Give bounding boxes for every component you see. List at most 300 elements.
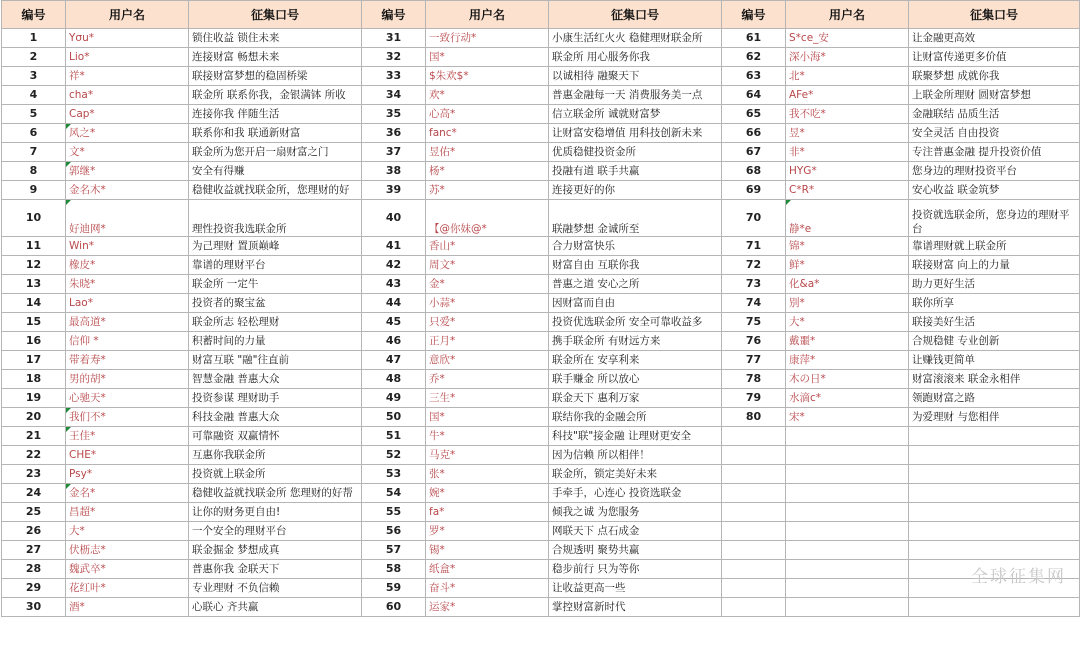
entry-username: 小蒜* [426, 294, 549, 313]
table-row [2, 598, 1080, 617]
entry-number: 57 [362, 541, 426, 560]
entry-number: 75 [722, 313, 786, 332]
header-username: 用户名 [426, 1, 549, 29]
entry-username: 乔* [426, 370, 549, 389]
entry-number: 13 [2, 275, 66, 294]
entry-slogan [909, 484, 1080, 503]
table-row [2, 181, 1080, 200]
entry-slogan: 科技金融 普惠大众 [189, 408, 362, 427]
entry-slogan: 领跑财富之路 [909, 389, 1080, 408]
table-row [2, 29, 1080, 48]
table-row [2, 560, 1080, 579]
entry-slogan: 联接财富 向上的力量 [909, 256, 1080, 275]
entry-username: fanc* [426, 124, 549, 143]
entry-slogan: 因财富而自由 [549, 294, 722, 313]
entry-number: 74 [722, 294, 786, 313]
entry-number [722, 522, 786, 541]
entry-number: 30 [2, 598, 66, 617]
entry-slogan: 合规透明 聚势共赢 [549, 541, 722, 560]
entry-slogan: 手牵手，心连心 投资选联金 [549, 484, 722, 503]
entry-number: 28 [2, 560, 66, 579]
entry-username: 王佳* [66, 427, 189, 446]
entry-number: 49 [362, 389, 426, 408]
entry-number [722, 598, 786, 617]
table-row [2, 105, 1080, 124]
entry-number: 40 [362, 200, 426, 237]
header-slogan: 征集口号 [189, 1, 362, 29]
entry-slogan [909, 522, 1080, 541]
entry-username: 静*e [786, 200, 909, 237]
entry-number: 37 [362, 143, 426, 162]
entry-username: 金* [426, 275, 549, 294]
entry-username: Yσu* [66, 29, 189, 48]
entry-slogan: 普惠金融每一天 消费服务美一点 [549, 86, 722, 105]
entry-number: 44 [362, 294, 426, 313]
entry-slogan: 普惠你我 金联天下 [189, 560, 362, 579]
entry-number: 43 [362, 275, 426, 294]
table-row [2, 143, 1080, 162]
entry-slogan: 积蓄时间的力量 [189, 332, 362, 351]
entry-slogan: 联接美好生活 [909, 313, 1080, 332]
table-row [2, 579, 1080, 598]
entry-username: Cap* [66, 105, 189, 124]
entry-number: 56 [362, 522, 426, 541]
entry-username: 带着寿* [66, 351, 189, 370]
entry-slogan: 让收益更高一些 [549, 579, 722, 598]
entry-username: 马克* [426, 446, 549, 465]
table-row [2, 370, 1080, 389]
entry-username: 酒* [66, 598, 189, 617]
entry-slogan: 为己理财 置顶巅峰 [189, 237, 362, 256]
entry-slogan: 让你的财务更自由! [189, 503, 362, 522]
entry-username: 奋斗* [426, 579, 549, 598]
entry-username: 水滴c* [786, 389, 909, 408]
entry-username: 【@你妹@* [426, 200, 549, 237]
table-row [2, 503, 1080, 522]
table-row [2, 200, 1080, 237]
table-row [2, 351, 1080, 370]
entry-slogan [909, 446, 1080, 465]
entry-username: 锦* [786, 237, 909, 256]
entry-slogan: 智慧金融 普惠大众 [189, 370, 362, 389]
entry-number: 34 [362, 86, 426, 105]
entry-number [722, 560, 786, 579]
table-row [2, 67, 1080, 86]
entry-slogan [909, 541, 1080, 560]
entry-username: $朱欢$* [426, 67, 549, 86]
entry-username: 戴噩* [786, 332, 909, 351]
entry-slogan: 合力财富快乐 [549, 237, 722, 256]
entry-username: 化&a* [786, 275, 909, 294]
entry-username: 牛* [426, 427, 549, 446]
entry-number [722, 541, 786, 560]
entry-number: 23 [2, 465, 66, 484]
entry-username: 风之* [66, 124, 189, 143]
entry-username: C*R* [786, 181, 909, 200]
entry-number: 53 [362, 465, 426, 484]
entry-number: 12 [2, 256, 66, 275]
entry-slogan: 联金所，锁定美好未来 [549, 465, 722, 484]
entry-number: 11 [2, 237, 66, 256]
entry-number [722, 446, 786, 465]
entry-username [786, 503, 909, 522]
entry-slogan: 联接财富梦想的稳固桥梁 [189, 67, 362, 86]
table-row [2, 522, 1080, 541]
entry-username: 郭继* [66, 162, 189, 181]
entry-username: 国* [426, 408, 549, 427]
entry-username: 杨* [426, 162, 549, 181]
entry-username: 欢* [426, 86, 549, 105]
entry-username: 一致行动* [426, 29, 549, 48]
entry-number: 25 [2, 503, 66, 522]
entry-username: 香山* [426, 237, 549, 256]
entry-number: 48 [362, 370, 426, 389]
entry-username [786, 446, 909, 465]
entry-username: 信仰 * [66, 332, 189, 351]
entry-slogan [909, 427, 1080, 446]
entry-slogan: 连接你我 伴随生活 [189, 105, 362, 124]
entry-number: 58 [362, 560, 426, 579]
entry-username: 运家* [426, 598, 549, 617]
table-row [2, 332, 1080, 351]
entry-slogan: 助力更好生活 [909, 275, 1080, 294]
entry-number: 73 [722, 275, 786, 294]
entry-number: 42 [362, 256, 426, 275]
entry-username: AFe* [786, 86, 909, 105]
entry-slogan: 联金天下 惠利万家 [549, 389, 722, 408]
entry-number: 27 [2, 541, 66, 560]
entry-number [722, 465, 786, 484]
entry-slogan: 联金所志 轻松理财 [189, 313, 362, 332]
entry-number: 68 [722, 162, 786, 181]
entry-number: 4 [2, 86, 66, 105]
entry-username: 张* [426, 465, 549, 484]
entry-username: 好迪网* [66, 200, 189, 237]
entry-number: 54 [362, 484, 426, 503]
entry-username: 男的胡* [66, 370, 189, 389]
entry-number: 45 [362, 313, 426, 332]
entry-username: HYG* [786, 162, 909, 181]
entry-slogan: 财富互联 "融"往直前 [189, 351, 362, 370]
entry-slogan: 理性投资我选联金所 [189, 200, 362, 237]
entry-username: CHE* [66, 446, 189, 465]
entry-username: 我们不* [66, 408, 189, 427]
entry-username: 国* [426, 48, 549, 67]
entry-username: 非* [786, 143, 909, 162]
entry-slogan: 信立联金所 诚就财富梦 [549, 105, 722, 124]
entry-username: 魏武卒* [66, 560, 189, 579]
entry-number: 72 [722, 256, 786, 275]
entry-username: 罗* [426, 522, 549, 541]
entry-username: S*ce_安 [786, 29, 909, 48]
entry-slogan: 专注普惠金融 提升投资价值 [909, 143, 1080, 162]
entry-username [786, 465, 909, 484]
entry-number: 46 [362, 332, 426, 351]
entry-username: 昌超* [66, 503, 189, 522]
entry-slogan: 财富自由 互联你我 [549, 256, 722, 275]
entry-slogan: 掌控财富新时代 [549, 598, 722, 617]
entry-slogan: 安全有得赚 [189, 162, 362, 181]
entry-slogan: 为爱理财 与您相伴 [909, 408, 1080, 427]
entry-username: 苏* [426, 181, 549, 200]
entry-slogan: 让财富传递更多价值 [909, 48, 1080, 67]
entry-username: 大* [66, 522, 189, 541]
header-username: 用户名 [66, 1, 189, 29]
entry-username: Lio* [66, 48, 189, 67]
entry-slogan: 连接更好的你 [549, 181, 722, 200]
entry-number: 8 [2, 162, 66, 181]
entry-number: 20 [2, 408, 66, 427]
entry-slogan: 联金所 联系你我，金银满钵 所收 [189, 86, 362, 105]
entry-number [722, 484, 786, 503]
entry-slogan: 让财富安稳增值 用科技创新未来 [549, 124, 722, 143]
entry-slogan: 因为信赖 所以相伴！ [549, 446, 722, 465]
entry-slogan: 靠谱的理财平台 [189, 256, 362, 275]
entry-slogan: 联你所享 [909, 294, 1080, 313]
table-row [2, 294, 1080, 313]
entry-number: 9 [2, 181, 66, 200]
entry-username: 纸盒* [426, 560, 549, 579]
entry-slogan: 优质稳健投资金所 [549, 143, 722, 162]
entry-username: Win* [66, 237, 189, 256]
entry-slogan: 财富滚滚来 联金永相伴 [909, 370, 1080, 389]
entry-slogan: 心联心 齐共赢 [189, 598, 362, 617]
entry-username: 北* [786, 67, 909, 86]
entry-username: 最高道* [66, 313, 189, 332]
entry-number: 5 [2, 105, 66, 124]
entry-slogan: 投资优选联金所 安全可靠收益多 [549, 313, 722, 332]
table-row [2, 86, 1080, 105]
entry-number: 47 [362, 351, 426, 370]
entry-slogan: 专业理财 不负信赖 [189, 579, 362, 598]
entry-number: 29 [2, 579, 66, 598]
entry-username: 锡* [426, 541, 549, 560]
entry-slogan: 可靠融资 双赢情怀 [189, 427, 362, 446]
entry-slogan: 安全灵活 自由投资 [909, 124, 1080, 143]
entry-number: 55 [362, 503, 426, 522]
entry-number: 39 [362, 181, 426, 200]
entry-username: 我不吃* [786, 105, 909, 124]
table-row [2, 313, 1080, 332]
entry-number: 19 [2, 389, 66, 408]
entry-username: 别* [786, 294, 909, 313]
entry-number: 62 [722, 48, 786, 67]
entry-number: 38 [362, 162, 426, 181]
entry-number: 59 [362, 579, 426, 598]
table-row [2, 389, 1080, 408]
entry-slogan: 稳步前行 只为等你 [549, 560, 722, 579]
entry-username: 康萍* [786, 351, 909, 370]
entry-slogan: 连接财富 畅想未来 [189, 48, 362, 67]
entry-number: 61 [722, 29, 786, 48]
entry-slogan: 联金所 一定牛 [189, 275, 362, 294]
entry-slogan: 一个安全的理财平台 [189, 522, 362, 541]
entry-number: 31 [362, 29, 426, 48]
header-username: 用户名 [786, 1, 909, 29]
entry-number: 10 [2, 200, 66, 237]
entry-number: 60 [362, 598, 426, 617]
header-number: 编号 [722, 1, 786, 29]
entry-number: 78 [722, 370, 786, 389]
entry-number: 79 [722, 389, 786, 408]
entry-slogan: 网联天下 点石成金 [549, 522, 722, 541]
entry-number: 2 [2, 48, 66, 67]
entry-username [786, 579, 909, 598]
entry-slogan: 联系你和我 联通新财富 [189, 124, 362, 143]
entry-slogan: 联结你我的金融会所 [549, 408, 722, 427]
entry-number: 17 [2, 351, 66, 370]
table-row [2, 256, 1080, 275]
entry-slogan: 联聚梦想 成就你我 [909, 67, 1080, 86]
table-body [2, 29, 1080, 617]
entry-number: 33 [362, 67, 426, 86]
entry-slogan: 上联金所理财 圆财富梦想 [909, 86, 1080, 105]
entry-slogan: 您身边的理财投资平台 [909, 162, 1080, 181]
entry-number: 64 [722, 86, 786, 105]
entry-username [786, 522, 909, 541]
entry-slogan: 联金所为您开启一扇财富之门 [189, 143, 362, 162]
entry-number: 6 [2, 124, 66, 143]
entry-number: 50 [362, 408, 426, 427]
entry-slogan: 稳健收益就找联金所，您理财的好 [189, 181, 362, 200]
entry-number: 51 [362, 427, 426, 446]
entry-number: 35 [362, 105, 426, 124]
entry-slogan: 投资者的聚宝盆 [189, 294, 362, 313]
entry-username: 三生* [426, 389, 549, 408]
entry-number: 70 [722, 200, 786, 237]
entry-slogan: 投融有道 联手共赢 [549, 162, 722, 181]
entry-username: 意欣* [426, 351, 549, 370]
entry-slogan: 投资就上联金所 [189, 465, 362, 484]
entry-number: 16 [2, 332, 66, 351]
entry-number: 63 [722, 67, 786, 86]
entry-slogan: 金融联结 品质生活 [909, 105, 1080, 124]
entry-number [722, 503, 786, 522]
entry-username: 宋* [786, 408, 909, 427]
entry-username: 文* [66, 143, 189, 162]
entry-slogan: 合规稳健 专业创新 [909, 332, 1080, 351]
entry-username: 伏枥志* [66, 541, 189, 560]
entry-number: 26 [2, 522, 66, 541]
entry-username: 大* [786, 313, 909, 332]
entry-slogan [909, 598, 1080, 617]
header-row [2, 1, 1080, 29]
entry-number: 32 [362, 48, 426, 67]
entry-number: 76 [722, 332, 786, 351]
table-row [2, 124, 1080, 143]
entry-number: 24 [2, 484, 66, 503]
entry-slogan: 稳健收益就找联金所 您理财的好帮 [189, 484, 362, 503]
entry-number: 67 [722, 143, 786, 162]
entry-username: 橡皮* [66, 256, 189, 275]
entry-username: Psy* [66, 465, 189, 484]
entry-slogan: 携手联金所 有财远方来 [549, 332, 722, 351]
entry-slogan: 倾我之诚 为您服务 [549, 503, 722, 522]
entry-slogan [909, 503, 1080, 522]
table-row [2, 237, 1080, 256]
entry-slogan: 联融梦想 金诚所至 [549, 200, 722, 237]
entry-number: 36 [362, 124, 426, 143]
entry-number [722, 579, 786, 598]
entry-username [786, 541, 909, 560]
entry-username: 昱* [786, 124, 909, 143]
table-row [2, 465, 1080, 484]
entry-number: 65 [722, 105, 786, 124]
table-row [2, 275, 1080, 294]
entry-number: 21 [2, 427, 66, 446]
header-slogan: 征集口号 [909, 1, 1080, 29]
header-slogan: 征集口号 [549, 1, 722, 29]
entry-username: 婉* [426, 484, 549, 503]
table-row [2, 162, 1080, 181]
entry-username: 金名* [66, 484, 189, 503]
entry-username: 正月* [426, 332, 549, 351]
entry-slogan [909, 465, 1080, 484]
entry-slogan: 小康生活红火火 稳健理财联金所 [549, 29, 722, 48]
entry-number [722, 427, 786, 446]
entry-number: 18 [2, 370, 66, 389]
entry-username: 心驰天* [66, 389, 189, 408]
table-row [2, 541, 1080, 560]
entry-username: 金名木* [66, 181, 189, 200]
entry-number: 7 [2, 143, 66, 162]
header-number: 编号 [362, 1, 426, 29]
entry-slogan: 让赚钱更简单 [909, 351, 1080, 370]
watermark: 全球征集网 [971, 567, 1066, 587]
entry-username: 祥* [66, 67, 189, 86]
entry-slogan: 靠谱理财就上联金所 [909, 237, 1080, 256]
table-row [2, 408, 1080, 427]
entry-username: 朱晓* [66, 275, 189, 294]
entry-number: 41 [362, 237, 426, 256]
entry-number: 69 [722, 181, 786, 200]
entry-number: 1 [2, 29, 66, 48]
table-row [2, 427, 1080, 446]
entry-number: 80 [722, 408, 786, 427]
entry-username: fa* [426, 503, 549, 522]
entry-username: 花红叶* [66, 579, 189, 598]
entry-slogan: 投资就选联金所，您身边的理财平台 [909, 200, 1080, 237]
entry-number: 22 [2, 446, 66, 465]
entry-username: 周文* [426, 256, 549, 275]
entry-slogan: 普惠之道 安心之所 [549, 275, 722, 294]
entry-slogan: 锁住收益 锁住未来 [189, 29, 362, 48]
entry-username [786, 598, 909, 617]
entry-slogan: 投资参谋 理财助手 [189, 389, 362, 408]
entry-username: 心高* [426, 105, 549, 124]
entry-number: 15 [2, 313, 66, 332]
entry-number: 3 [2, 67, 66, 86]
entry-number: 66 [722, 124, 786, 143]
entry-username [786, 560, 909, 579]
entry-username: 木の日* [786, 370, 909, 389]
entry-username: 深小海* [786, 48, 909, 67]
entry-slogan: 让金融更高效 [909, 29, 1080, 48]
entry-number: 71 [722, 237, 786, 256]
entry-username [786, 484, 909, 503]
entry-slogan: 联金所在 安享利来 [549, 351, 722, 370]
slogan-table [1, 0, 1080, 617]
entry-number: 52 [362, 446, 426, 465]
entry-username: cha* [66, 86, 189, 105]
entry-username: 昱佑* [426, 143, 549, 162]
entry-slogan: 科技"联"接金融 让理财更安全 [549, 427, 722, 446]
entry-slogan: 联手赚金 所以放心 [549, 370, 722, 389]
table-row [2, 446, 1080, 465]
entry-number: 14 [2, 294, 66, 313]
table-row [2, 48, 1080, 67]
entry-username [786, 427, 909, 446]
